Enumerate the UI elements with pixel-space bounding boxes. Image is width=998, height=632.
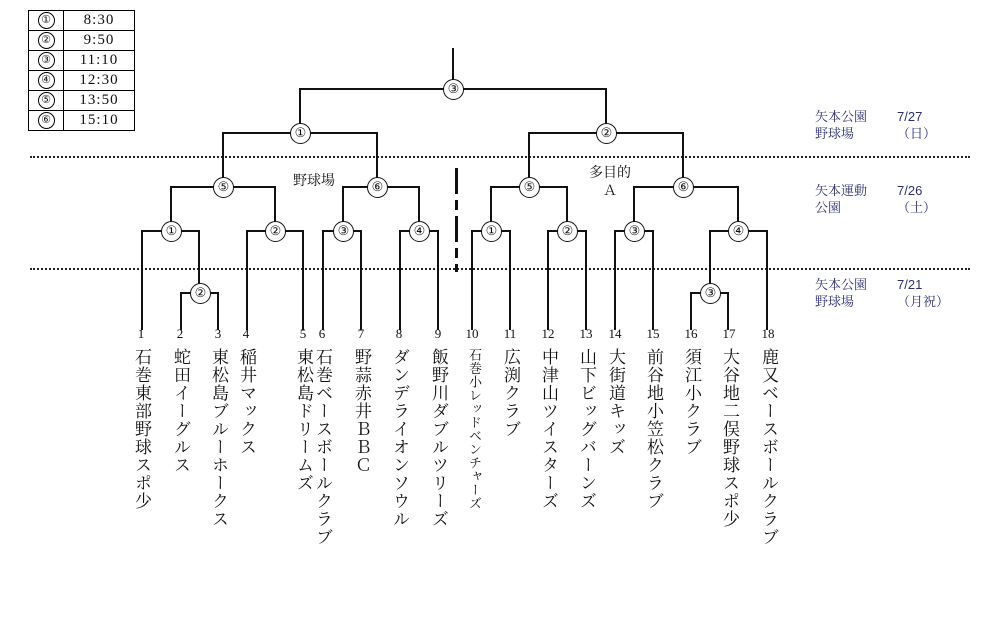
separator-line-2 bbox=[30, 268, 970, 270]
legend-number: ⑤ bbox=[29, 91, 64, 111]
legend-time: 11:10 bbox=[64, 51, 135, 71]
team-name: 野蒜赤井ＢＢＣ bbox=[352, 348, 371, 474]
team-name: 飯野川ダブルツリーズ bbox=[429, 348, 448, 528]
venue-block-2 bbox=[815, 182, 936, 216]
match-marker-r16-7: ③ bbox=[624, 221, 645, 242]
legend-row bbox=[29, 51, 135, 71]
legend-time: 13:50 bbox=[64, 91, 135, 111]
legend-row bbox=[29, 31, 135, 51]
seed-number: 6 bbox=[318, 326, 326, 341]
venue-day: （日） bbox=[897, 126, 937, 141]
match-marker-qf-1: ⑤ bbox=[213, 177, 234, 198]
venue-name-line1: 矢本公園 bbox=[815, 277, 868, 292]
bracket-line bbox=[246, 230, 248, 330]
seed-number: 7 bbox=[357, 326, 365, 341]
block-divider-segment bbox=[455, 248, 458, 258]
seed-number: 16 bbox=[684, 326, 698, 341]
seed-number: 2 bbox=[176, 326, 184, 341]
team-name: 中津山ツイスターズ bbox=[539, 348, 558, 510]
match-marker-r16-4: ④ bbox=[409, 221, 430, 242]
bracket-line bbox=[690, 292, 692, 330]
bracket-line bbox=[399, 230, 401, 330]
block-divider-segment bbox=[455, 216, 458, 242]
match-marker-r16-2: ② bbox=[265, 221, 286, 242]
legend-row bbox=[29, 111, 135, 131]
seed-number: 10 bbox=[465, 326, 479, 341]
legend-number: ① bbox=[29, 11, 64, 31]
venue-day: （月祝） bbox=[897, 294, 950, 309]
venue-name-line1: 矢本公園 bbox=[815, 109, 868, 124]
legend-number: ④ bbox=[29, 71, 64, 91]
team-name: 山下ビッグバーンズ bbox=[577, 348, 596, 510]
team-name: ダンデライオンソウル bbox=[390, 348, 409, 528]
venue-name-line1: 矢本運動 bbox=[815, 183, 868, 198]
match-marker-r1-right: ③ bbox=[700, 283, 721, 304]
seed-number: 8 bbox=[395, 326, 403, 341]
match-marker-r16-3: ③ bbox=[333, 221, 354, 242]
legend-row bbox=[29, 11, 135, 31]
match-marker-r1-left: ② bbox=[190, 283, 211, 304]
separator-line-1 bbox=[30, 156, 970, 158]
legend-row bbox=[29, 71, 135, 91]
team-name: 大街道キッズ bbox=[606, 348, 625, 456]
venue-day: （土） bbox=[897, 200, 937, 215]
seed-number: 3 bbox=[214, 326, 222, 341]
field-label-multipurpose-sub: Ａ bbox=[603, 182, 617, 198]
venue-name-line2: 野球場 bbox=[815, 126, 855, 141]
team-name: 須江小クラブ bbox=[682, 348, 701, 456]
seed-number: 5 bbox=[299, 326, 307, 341]
bracket-line bbox=[471, 230, 473, 330]
legend-time: 8:30 bbox=[64, 11, 135, 31]
bracket-line bbox=[614, 230, 616, 330]
venue-date: 7/21 bbox=[897, 277, 923, 292]
seed-number: 15 bbox=[646, 326, 660, 341]
bracket-line bbox=[360, 230, 362, 330]
match-marker-r16-1: ① bbox=[161, 221, 182, 242]
bracket-line bbox=[217, 292, 219, 330]
match-marker-qf-2: ⑥ bbox=[367, 177, 388, 198]
bracket-line bbox=[652, 230, 654, 330]
bracket-line bbox=[766, 230, 768, 330]
match-marker-semi-left: ① bbox=[290, 123, 311, 144]
bracket-line bbox=[585, 230, 587, 330]
match-marker-r16-6: ② bbox=[557, 221, 578, 242]
field-label-baseball: 野球場 bbox=[293, 172, 335, 188]
match-marker-r16-5: ① bbox=[481, 221, 502, 242]
team-name: 石巻東部野球スポ少 bbox=[132, 348, 151, 510]
team-name: 東松島ブルーホークス bbox=[209, 348, 228, 528]
bracket-line bbox=[547, 230, 549, 330]
match-marker-semi-right: ② bbox=[596, 123, 617, 144]
seed-number: 4 bbox=[242, 326, 250, 341]
bracket-line bbox=[727, 292, 729, 330]
bracket-line bbox=[437, 230, 439, 330]
seed-number: 12 bbox=[541, 326, 555, 341]
venue-name-line2: 公園 bbox=[815, 200, 842, 215]
venue-block-3 bbox=[815, 276, 949, 310]
match-marker-qf-4: ⑥ bbox=[673, 177, 694, 198]
seed-number: 14 bbox=[608, 326, 622, 341]
block-divider-segment bbox=[455, 200, 458, 210]
seed-number: 17 bbox=[722, 326, 736, 341]
seed-number: 9 bbox=[434, 326, 442, 341]
time-legend-table bbox=[28, 10, 135, 131]
team-name: 蛇田イーグルス bbox=[171, 348, 190, 474]
legend-time: 15:10 bbox=[64, 111, 135, 131]
legend-number: ② bbox=[29, 31, 64, 51]
team-name: 稲井マックス bbox=[237, 348, 256, 456]
block-divider-segment bbox=[455, 264, 458, 272]
venue-name-line2: 野球場 bbox=[815, 294, 855, 309]
legend-time: 12:30 bbox=[64, 71, 135, 91]
team-name: 前谷地小笠松クラブ bbox=[644, 348, 663, 510]
team-name: 大谷地二俣野球スポ少 bbox=[720, 348, 739, 528]
team-name: 東松島ドリームズ bbox=[294, 348, 313, 492]
venue-date: 7/26 bbox=[897, 183, 923, 198]
legend-row bbox=[29, 91, 135, 111]
match-marker-qf-3: ⑤ bbox=[519, 177, 540, 198]
legend-number: ③ bbox=[29, 51, 64, 71]
bracket-line bbox=[302, 230, 304, 330]
seed-number: 13 bbox=[579, 326, 593, 341]
field-label-multipurpose: 多目的 bbox=[589, 164, 631, 180]
match-marker-final: ③ bbox=[443, 79, 464, 100]
match-marker-r16-8: ④ bbox=[728, 221, 749, 242]
bracket-line bbox=[141, 230, 143, 330]
venue-block-1 bbox=[815, 108, 936, 142]
legend-number: ⑥ bbox=[29, 111, 64, 131]
bracket-line bbox=[180, 292, 182, 330]
venue-date: 7/27 bbox=[897, 109, 923, 124]
bracket-line bbox=[509, 230, 511, 330]
block-divider-segment bbox=[455, 168, 458, 194]
bracket-line bbox=[322, 230, 324, 330]
team-name: 石巻ベースボールクラブ bbox=[313, 348, 332, 546]
legend-time: 9:50 bbox=[64, 31, 135, 51]
team-name: 鹿又ベースボールクラブ bbox=[759, 348, 778, 546]
seed-number: 1 bbox=[137, 326, 145, 341]
team-name: 広渕クラブ bbox=[501, 348, 520, 438]
seed-number: 11 bbox=[503, 326, 517, 341]
team-name: 石巻小レッドベンチャーズ bbox=[467, 348, 482, 510]
seed-number: 18 bbox=[761, 326, 775, 341]
